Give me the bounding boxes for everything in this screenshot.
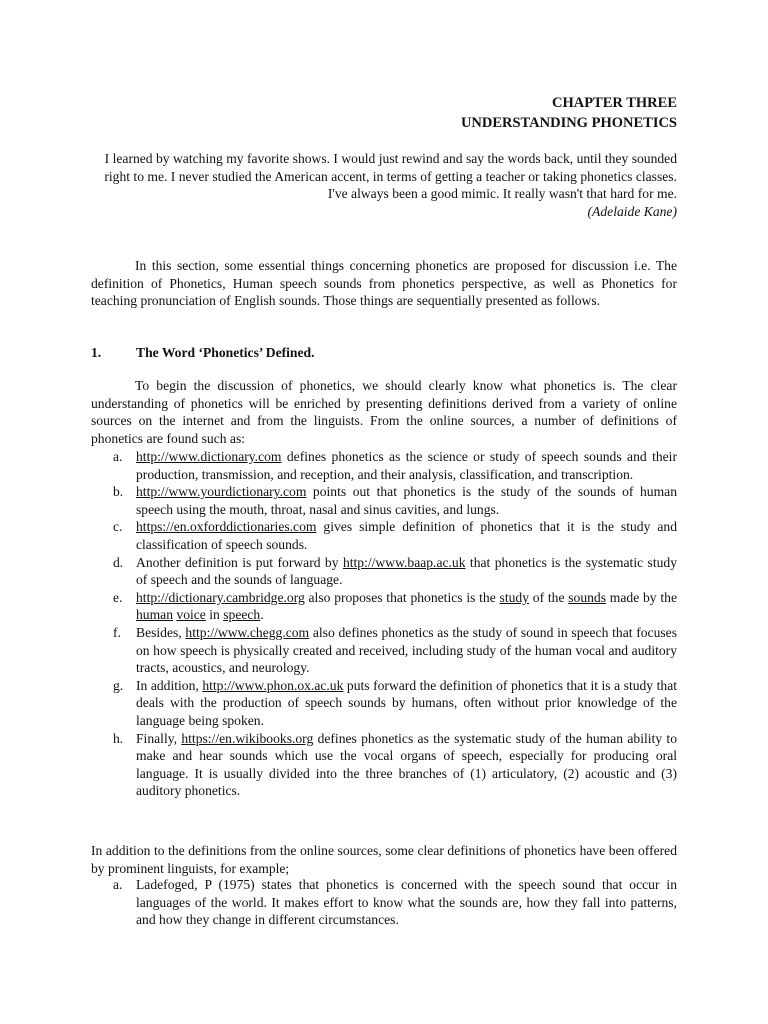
list-marker: b. [113,484,124,500]
link-chegg[interactable]: http://www.chegg.com [185,624,310,640]
section-title: The Word ‘Phonetics’ Defined. [136,345,315,360]
link-phon-ox[interactable]: http://www.phon.ox.ac.uk [202,677,344,693]
epigraph-attribution: (Adelaide Kane) [587,203,677,219]
link-voice[interactable]: voice [176,607,206,623]
online-definitions-list [91,448,677,800]
link-baap[interactable]: http://www.baap.ac.uk [342,554,466,570]
item-text: defines phonetics as the systematic study of the human ability to make and hear sounds which use the vocal organs of speech, especially for producing oral language. It is usually divided into the three branches of (1) articulatory, (2) acoustic and (3) auditory phonetics. [136,730,677,799]
list-marker: c. [113,519,123,535]
chapter-title: UNDERSTANDING PHONETICS [460,115,677,131]
item-text: Ladefoged, P (1975) states that phonetics is concerned with the speech sound that occur in languages of the world. It makes effort to know what the sounds are, how they fall into patterns, and how they change in different circumstances. [136,877,677,928]
chapter-label: CHAPTER THREE [551,95,677,111]
list-item [91,624,677,677]
item-text: of the [529,589,569,605]
item-text: Besides, [136,624,186,640]
item-text: also proposes that phonetics is the [304,589,500,605]
list-item [91,518,677,553]
item-text: . [260,607,264,623]
link-oxforddictionaries[interactable]: https://en.oxforddictionaries.com [136,519,317,535]
item-text: in [205,607,224,623]
item-text: In addition, [136,677,203,693]
list-item [91,448,677,483]
list-marker: g. [113,677,124,693]
link-speech[interactable]: speech [223,607,261,623]
list-item [91,483,677,518]
intro-paragraph: In this section, some essential things concerning phonetics are proposed for discussion i.e. The definition of Phonetics, Human speech sounds from phonetics perspective, as well as Phonetics for teaching pronunciation of English sounds. Those things are sequentially presented as follows. [91,258,677,309]
epigraph [92,150,677,220]
list-marker: d. [113,554,124,570]
linguists-paragraph: In addition to the definitions from the online sources, some clear definitions of phonetics have been offered by prominent linguists, for example; [91,843,677,876]
list-item [91,677,677,730]
list-marker: f. [113,624,121,640]
list-marker: a. [113,449,123,464]
item-text: made by the [606,589,677,605]
link-study[interactable]: study [499,589,529,605]
item-text: defines phonetics as the science or study of speech sounds and their production, transmission, and reception, and their analysis, classification, and transcription. [136,449,677,482]
item-text: puts forward the definition of phonetics that it is a study that deals with the production of speech sounds by humans, often without prior knowledge of the language being spoken. [136,677,678,728]
item-text: Another definition is put forward by [136,554,343,570]
link-wikibooks[interactable]: https://en.wikibooks.org [181,730,314,746]
item-text: gives simple definition of phonetics that it is the study and classification of speech sounds. [136,519,677,552]
section-number: 1. [91,345,102,360]
linguist-definitions-list [91,876,677,929]
link-yourdictionary[interactable]: http://www.yourdictionary.com [136,484,307,500]
list-marker: h. [113,730,124,746]
item-text: Finally, [136,730,182,746]
item-text: also defines phonetics as the study of sound in speech that focuses on how speech is physically created and received, including study of the human vocal and auditory tracts, acoustics, and neurology. [136,624,677,676]
section-paragraph: To begin the discussion of phonetics, we should clearly know what phonetics is. The clear understanding of phonetics will be enriched by presenting definitions derived from a variety of online sources on the internet and from the linguists. From the online sources, a number of definitions of phonetics are found such as: [91,378,677,446]
list-marker: e. [113,589,123,605]
list-item [91,589,677,624]
list-item [91,876,677,929]
section-heading [91,344,677,362]
link-dictionary[interactable]: http://www.dictionary.com [136,449,282,464]
link-sounds[interactable]: sounds [568,589,607,605]
list-item [91,554,677,589]
list-item [91,730,677,800]
epigraph-text: I learned by watching my favorite shows. I would just rewind and say the words back, until they sounded right to me. I never studied the American accent, in terms of getting a teacher or taking phonetics classes. I've always been a good mimic. It really wasn't that hard for me. [104,151,677,202]
list-marker: a. [113,877,123,892]
link-cambridge[interactable]: http://dictionary.cambridge.org [136,589,305,605]
item-text: that phonetics is the systematic study of speech and the sounds of language. [136,554,677,588]
link-human[interactable]: human [136,607,173,623]
item-text: points out that phonetics is the study of the sounds of human speech using the mouth, throat, nasal and sinus cavities, and lungs. [136,484,677,517]
